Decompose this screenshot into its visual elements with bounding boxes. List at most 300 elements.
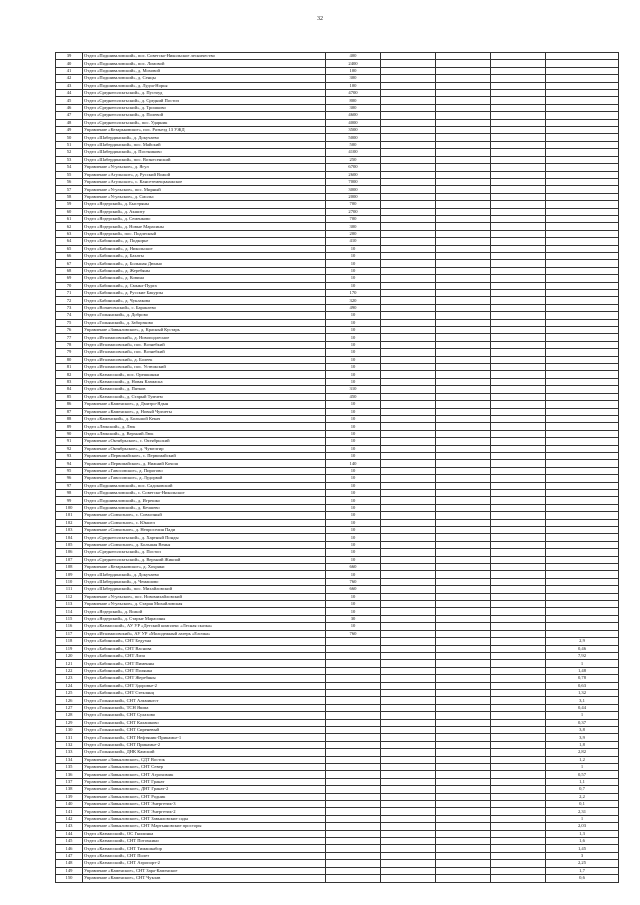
row-value-a: 490	[326, 304, 381, 311]
row-number: 148	[56, 860, 83, 867]
row-value-a: 450	[326, 393, 381, 400]
row-empty-cell	[381, 482, 436, 489]
row-value-b: 1	[546, 660, 619, 667]
row-value-a	[326, 749, 381, 756]
row-number: 72	[56, 297, 83, 304]
row-value-b	[546, 601, 619, 608]
row-empty-cell	[381, 164, 436, 171]
row-empty-cell	[436, 445, 491, 452]
row-location: Отдел «Шабердинский», пос. Вознесенский	[83, 156, 326, 163]
row-value-b	[546, 564, 619, 571]
row-value-b	[546, 171, 619, 178]
row-number: 67	[56, 260, 83, 267]
row-location: Отдел «Гольянский», СНТ Сулахово	[83, 712, 326, 719]
row-empty-cell	[491, 726, 546, 733]
row-empty-cell	[491, 867, 546, 874]
row-value-a: 10	[326, 371, 381, 378]
row-value-a: 10	[326, 401, 381, 408]
row-empty-cell	[436, 675, 491, 682]
row-empty-cell	[491, 438, 546, 445]
row-value-b	[546, 356, 619, 363]
row-empty-cell	[491, 260, 546, 267]
row-value-a: 500	[326, 141, 381, 148]
row-number: 103	[56, 527, 83, 534]
row-empty-cell	[381, 593, 436, 600]
row-value-a: 10	[326, 356, 381, 363]
row-empty-cell	[491, 786, 546, 793]
row-empty-cell	[436, 852, 491, 859]
row-number: 50	[56, 134, 83, 141]
row-empty-cell	[381, 823, 436, 830]
table-row	[56, 512, 619, 519]
row-empty-cell	[381, 786, 436, 793]
row-number: 78	[56, 341, 83, 348]
row-empty-cell	[436, 489, 491, 496]
row-location: Управление «Завьяловское», СНТ Завьяловские сады	[83, 815, 326, 822]
row-empty-cell	[491, 512, 546, 519]
row-empty-cell	[381, 749, 436, 756]
row-empty-cell	[436, 252, 491, 259]
row-empty-cell	[491, 749, 546, 756]
row-number: 54	[56, 164, 83, 171]
table-row	[56, 267, 619, 274]
row-value-b	[546, 630, 619, 637]
table-row	[56, 186, 619, 193]
row-empty-cell	[381, 327, 436, 334]
row-value-a: 170	[326, 290, 381, 297]
table-row	[56, 134, 619, 141]
row-empty-cell	[381, 497, 436, 504]
row-value-b	[546, 297, 619, 304]
row-value-a: 5000	[326, 134, 381, 141]
row-value-b	[546, 67, 619, 74]
row-location: Отдел «Гольянский», ТСН Яшма	[83, 704, 326, 711]
row-empty-cell	[491, 845, 546, 852]
table-row	[56, 349, 619, 356]
row-value-a: 4700	[326, 90, 381, 97]
row-empty-cell	[381, 704, 436, 711]
row-empty-cell	[436, 571, 491, 578]
row-empty-cell	[436, 349, 491, 356]
row-number: 46	[56, 104, 83, 111]
row-empty-cell	[381, 186, 436, 193]
row-value-a	[326, 726, 381, 733]
row-value-a	[326, 704, 381, 711]
table-row	[56, 527, 619, 534]
row-value-a: 10	[326, 512, 381, 519]
row-empty-cell	[491, 793, 546, 800]
row-empty-cell	[491, 534, 546, 541]
row-empty-cell	[491, 267, 546, 274]
row-value-b	[546, 245, 619, 252]
row-location: Отдел «Италмасовский», пос. Вознебкий	[83, 341, 326, 348]
row-value-b	[546, 75, 619, 82]
row-empty-cell	[436, 504, 491, 511]
table-row	[56, 697, 619, 704]
row-empty-cell	[491, 75, 546, 82]
row-empty-cell	[436, 75, 491, 82]
row-empty-cell	[491, 830, 546, 837]
row-empty-cell	[491, 119, 546, 126]
row-empty-cell	[381, 423, 436, 430]
row-empty-cell	[436, 378, 491, 385]
row-number: 142	[56, 815, 83, 822]
table-row	[56, 615, 619, 622]
row-number: 102	[56, 519, 83, 526]
row-value-b	[546, 134, 619, 141]
row-location: Управление «Первомайское», с. Первомайский	[83, 452, 326, 459]
row-location: Управление «Угульское», пос. Мирный	[83, 186, 326, 193]
row-empty-cell	[491, 756, 546, 763]
row-empty-cell	[381, 290, 436, 297]
row-location: Управление «Совхозное», с. Юкшел	[83, 519, 326, 526]
row-number: 90	[56, 430, 83, 437]
row-empty-cell	[436, 519, 491, 526]
table-row	[56, 75, 619, 82]
row-empty-cell	[436, 90, 491, 97]
row-empty-cell	[436, 601, 491, 608]
row-location: Управление «Угульское», д. Ягул	[83, 164, 326, 171]
row-empty-cell	[491, 164, 546, 171]
row-empty-cell	[381, 697, 436, 704]
table-row	[56, 756, 619, 763]
row-empty-cell	[491, 593, 546, 600]
row-value-a: 410	[326, 238, 381, 245]
row-location: Управление «Завьяловское», СНТ Родник	[83, 793, 326, 800]
table-row	[56, 601, 619, 608]
row-location: Отдел «Казмасский», д. Новая Казмаска	[83, 378, 326, 385]
row-empty-cell	[491, 652, 546, 659]
row-empty-cell	[436, 719, 491, 726]
row-empty-cell	[436, 823, 491, 830]
row-empty-cell	[491, 60, 546, 67]
row-value-b: 0,44	[546, 704, 619, 711]
table-row	[56, 586, 619, 593]
row-empty-cell	[491, 475, 546, 482]
row-empty-cell	[436, 556, 491, 563]
row-empty-cell	[381, 578, 436, 585]
row-number: 80	[56, 356, 83, 363]
table-row	[56, 726, 619, 733]
row-empty-cell	[381, 756, 436, 763]
row-number: 86	[56, 401, 83, 408]
row-number: 48	[56, 119, 83, 126]
row-value-a: 10	[326, 341, 381, 348]
row-value-a: 660	[326, 586, 381, 593]
table-row	[56, 386, 619, 393]
row-value-a: 310	[326, 386, 381, 393]
row-number: 101	[56, 512, 83, 519]
row-value-b: 1,45	[546, 845, 619, 852]
row-location: Отдел «Шабердинский», д. Чемашово	[83, 578, 326, 585]
row-number: 93	[56, 452, 83, 459]
row-empty-cell	[381, 171, 436, 178]
row-empty-cell	[381, 430, 436, 437]
row-empty-cell	[491, 578, 546, 585]
page-number: 32	[317, 16, 323, 22]
table-row	[56, 334, 619, 341]
row-empty-cell	[491, 764, 546, 771]
row-value-b	[546, 364, 619, 371]
row-number: 117	[56, 630, 83, 637]
row-empty-cell	[491, 482, 546, 489]
row-empty-cell	[491, 608, 546, 615]
row-empty-cell	[491, 675, 546, 682]
row-empty-cell	[436, 230, 491, 237]
row-empty-cell	[436, 867, 491, 874]
row-location: Управление «Агульское», д. Русский Вожой	[83, 171, 326, 178]
row-value-a: 200	[326, 230, 381, 237]
row-empty-cell	[436, 164, 491, 171]
row-location: Отдел «Гольянский», СНТ Нефтяник-Прикамье-1	[83, 734, 326, 741]
row-number: 110	[56, 578, 83, 585]
row-number: 56	[56, 178, 83, 185]
row-location: Управление «Завьяловское», СНТ Энергетик-3	[83, 801, 326, 808]
row-empty-cell	[381, 223, 436, 230]
row-value-a	[326, 786, 381, 793]
row-location: Управление «Совхозное», с. Совхозный	[83, 512, 326, 519]
row-number: 59	[56, 201, 83, 208]
table-row	[56, 682, 619, 689]
table-row	[56, 290, 619, 297]
row-value-b	[546, 186, 619, 193]
table-row	[56, 156, 619, 163]
row-value-a: 10	[326, 593, 381, 600]
row-empty-cell	[381, 675, 436, 682]
row-empty-cell	[491, 660, 546, 667]
row-empty-cell	[491, 378, 546, 385]
table-row	[56, 608, 619, 615]
row-number: 140	[56, 801, 83, 808]
row-empty-cell	[381, 193, 436, 200]
row-location: Отдел «Казмасский», д. Пятков	[83, 386, 326, 393]
table-row	[56, 623, 619, 630]
table-row	[56, 201, 619, 208]
row-empty-cell	[381, 141, 436, 148]
row-value-b: 1,48	[546, 667, 619, 674]
row-location: Отдел «Бабинский», д. Чуклакова	[83, 297, 326, 304]
row-empty-cell	[491, 771, 546, 778]
row-number: 139	[56, 793, 83, 800]
row-value-a: 10	[326, 364, 381, 371]
row-number: 128	[56, 712, 83, 719]
row-empty-cell	[436, 801, 491, 808]
table-row	[56, 371, 619, 378]
row-empty-cell	[436, 726, 491, 733]
row-value-b: 2,82	[546, 749, 619, 756]
table-row	[56, 667, 619, 674]
row-empty-cell	[381, 275, 436, 282]
row-value-b: 1,7	[546, 867, 619, 874]
row-empty-cell	[491, 586, 546, 593]
row-value-b: 0,63	[546, 682, 619, 689]
row-empty-cell	[436, 82, 491, 89]
row-value-a: 320	[326, 297, 381, 304]
row-value-b	[546, 201, 619, 208]
row-empty-cell	[436, 408, 491, 415]
row-value-a	[326, 741, 381, 748]
row-value-a: 250	[326, 156, 381, 163]
row-location: Отдел «Каменский», д. Большой Кекач	[83, 415, 326, 422]
row-empty-cell	[491, 275, 546, 282]
row-empty-cell	[491, 741, 546, 748]
row-empty-cell	[381, 801, 436, 808]
row-number: 88	[56, 415, 83, 422]
row-empty-cell	[436, 593, 491, 600]
table-row	[56, 571, 619, 578]
row-number: 146	[56, 845, 83, 852]
row-empty-cell	[491, 178, 546, 185]
row-empty-cell	[491, 667, 546, 674]
row-empty-cell	[436, 749, 491, 756]
row-location: Отдел «Ягдерский», д. Новые Марасины	[83, 223, 326, 230]
table-row	[56, 719, 619, 726]
row-value-b: 1	[546, 764, 619, 771]
row-location: Отдел «Среднеголсьтьский», д. Хартный Понды	[83, 534, 326, 541]
row-number: 85	[56, 393, 83, 400]
table-row	[56, 282, 619, 289]
row-empty-cell	[491, 341, 546, 348]
row-location: Отдел «Бабинский», СНТ Полянка	[83, 667, 326, 674]
row-empty-cell	[436, 467, 491, 474]
row-empty-cell	[381, 149, 436, 156]
row-empty-cell	[381, 838, 436, 845]
table-row	[56, 297, 619, 304]
row-value-a: 10	[326, 504, 381, 511]
row-value-b: 7,92	[546, 652, 619, 659]
row-value-a: 10	[326, 489, 381, 496]
row-empty-cell	[436, 423, 491, 430]
row-location: Отдел «Бабинский», д. Бахаты	[83, 252, 326, 259]
row-empty-cell	[381, 689, 436, 696]
row-empty-cell	[381, 549, 436, 556]
row-empty-cell	[381, 60, 436, 67]
table-row	[56, 97, 619, 104]
row-empty-cell	[436, 460, 491, 467]
row-value-a	[326, 697, 381, 704]
row-empty-cell	[436, 393, 491, 400]
row-location: Отдел «Гольянский», СНТ Прикамье-2	[83, 741, 326, 748]
row-location: Отдел «Гольянский», ДНК Камский	[83, 749, 326, 756]
row-value-b	[546, 141, 619, 148]
table-row	[56, 364, 619, 371]
row-value-b	[546, 497, 619, 504]
row-location: Отдел «Подшиваловский», пос. Садоковский	[83, 482, 326, 489]
row-empty-cell	[381, 741, 436, 748]
row-value-b	[546, 615, 619, 622]
row-value-b	[546, 475, 619, 482]
table-row	[56, 482, 619, 489]
row-number: 111	[56, 586, 83, 593]
row-empty-cell	[436, 215, 491, 222]
row-number: 113	[56, 601, 83, 608]
table-row	[56, 408, 619, 415]
row-value-b	[546, 541, 619, 548]
row-empty-cell	[381, 341, 436, 348]
row-value-a: 10	[326, 408, 381, 415]
row-empty-cell	[436, 527, 491, 534]
row-empty-cell	[381, 601, 436, 608]
row-number: 44	[56, 90, 83, 97]
row-location: Отдел «Бабинский», СНТ Стеклянц	[83, 689, 326, 696]
table-row	[56, 741, 619, 748]
row-location: Отдел «Бабинский», д. Ковина	[83, 275, 326, 282]
table-row	[56, 208, 619, 215]
row-value-a	[326, 756, 381, 763]
row-empty-cell	[381, 541, 436, 548]
table-row	[56, 67, 619, 74]
table-row	[56, 90, 619, 97]
row-number: 141	[56, 808, 83, 815]
row-number: 74	[56, 312, 83, 319]
row-location: Отдел «Шабердинский», д. Постниково	[83, 149, 326, 156]
table-row	[56, 438, 619, 445]
row-value-a: 10	[326, 327, 381, 334]
row-value-b	[546, 452, 619, 459]
row-empty-cell	[381, 304, 436, 311]
row-empty-cell	[436, 682, 491, 689]
row-location: Управление «Завьяловское», д. Красный Кустарь	[83, 327, 326, 334]
row-number: 65	[56, 245, 83, 252]
row-value-b: 1,6	[546, 838, 619, 845]
table-body	[56, 53, 619, 883]
row-empty-cell	[436, 564, 491, 571]
row-empty-cell	[381, 445, 436, 452]
row-empty-cell	[436, 608, 491, 615]
row-empty-cell	[436, 734, 491, 741]
row-value-b: 0,57	[546, 771, 619, 778]
table-row	[56, 801, 619, 808]
table-row	[56, 245, 619, 252]
row-location: Отдел «Бабинский», СНТ Бедузна	[83, 638, 326, 645]
row-value-a: 10	[326, 430, 381, 437]
row-empty-cell	[381, 415, 436, 422]
row-value-b: 2,9	[546, 638, 619, 645]
row-empty-cell	[436, 193, 491, 200]
row-location: Управление «Каменское», д. Дмитро-Ядын	[83, 401, 326, 408]
row-location: Отдел «Бабинский», СНТ Лиза	[83, 652, 326, 659]
row-empty-cell	[436, 815, 491, 822]
table-row	[56, 223, 619, 230]
row-value-b	[546, 260, 619, 267]
row-value-b	[546, 415, 619, 422]
row-empty-cell	[491, 127, 546, 134]
row-empty-cell	[436, 778, 491, 785]
table-row	[56, 430, 619, 437]
row-number: 53	[56, 156, 83, 163]
row-empty-cell	[381, 260, 436, 267]
row-empty-cell	[381, 364, 436, 371]
row-number: 109	[56, 571, 83, 578]
row-value-b	[546, 549, 619, 556]
row-empty-cell	[436, 112, 491, 119]
row-value-a	[326, 875, 381, 882]
row-value-b: 1,2	[546, 756, 619, 763]
row-value-b: 3,8	[546, 726, 619, 733]
row-number: 40	[56, 60, 83, 67]
row-value-a: 10	[326, 319, 381, 326]
row-empty-cell	[381, 764, 436, 771]
row-location: Управление «Кезарьковское», д. Хохряки	[83, 564, 326, 571]
table-row	[56, 60, 619, 67]
row-number: 132	[56, 741, 83, 748]
row-value-b: 0,7	[546, 786, 619, 793]
row-number: 76	[56, 327, 83, 334]
table-row	[56, 452, 619, 459]
row-number: 51	[56, 141, 83, 148]
row-value-b	[546, 193, 619, 200]
row-value-b	[546, 512, 619, 519]
